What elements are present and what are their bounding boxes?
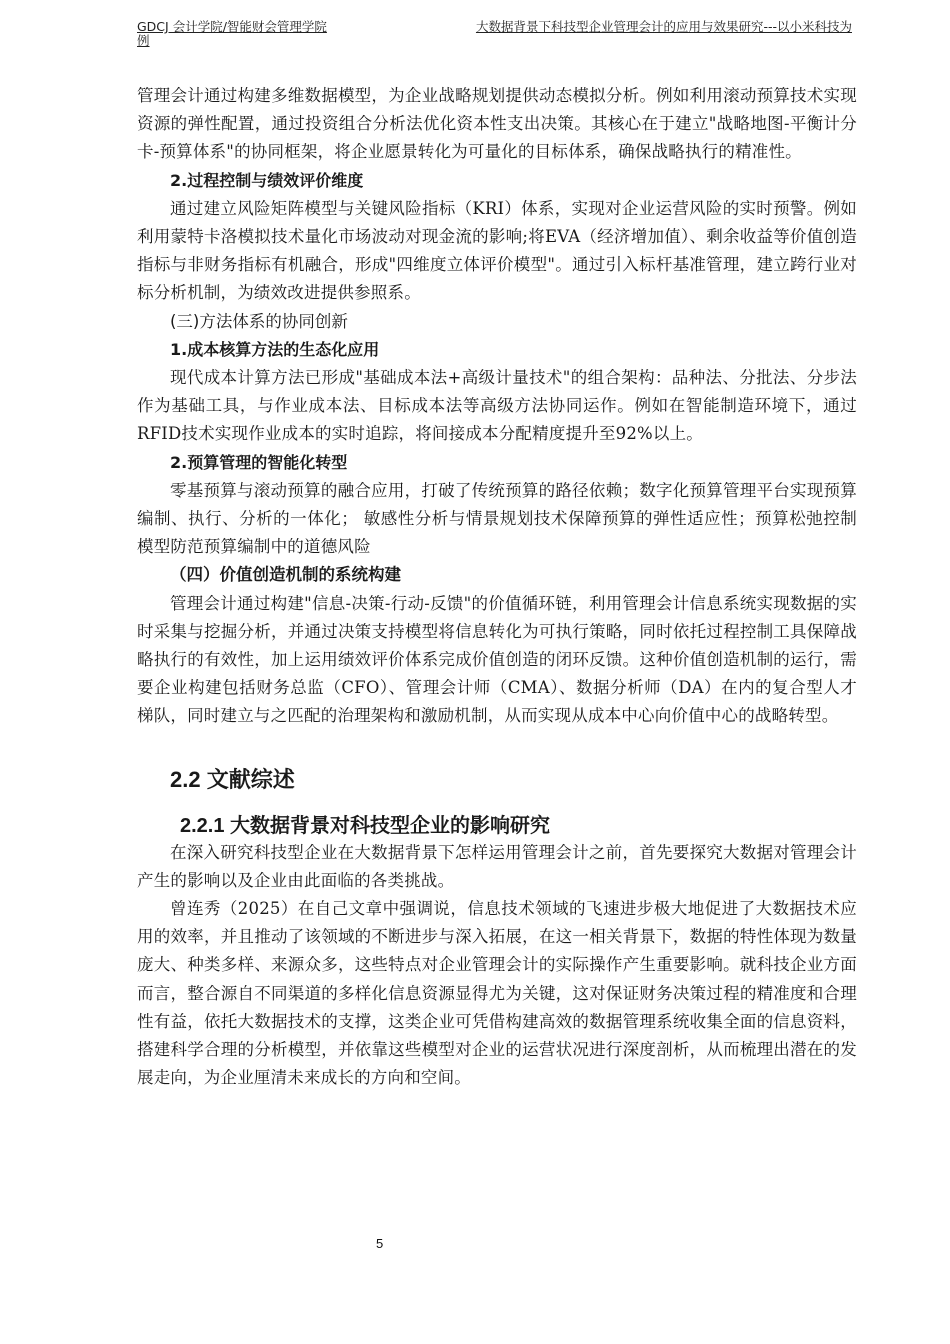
paragraph-zeng-lianxiu: 曾连秀（2025）在自己文章中强调说，信息技术领域的飞速进步极大地促进了大数据技术应用的效率，并且推动了该领域的不断进步与深入拓展，在这一相关背景下，数据的特性体现为数量庞大、种类多样、来源众多，这些特点对企业管理会计的实际操作产生重要影响。就科技企业方面而言，整合源自不同渠道的多样化信息资源显得尤为关键，这对保证财务决策过程的精准度和合理性有益，依托大数据技术的支撑，这类企业可凭借构建高效的数据管理系统收集全面的信息资料，搭建科学合理的分析模型，并依靠这些模型对企业的运营状况进行深度剖析，从而梳理出潜在的发展走向，为企业厘清未来成长的方向和空间。 — [137, 899, 857, 1088]
section-heading-methods: (三)方法体系的协同创新 — [170, 311, 348, 331]
heading-literature-review: 2.2 文献综述 — [170, 766, 295, 792]
page-body — [137, 82, 857, 1093]
spacer — [137, 731, 857, 765]
header-line — [137, 20, 852, 34]
paragraph-strategy: 管理会计通过构建多维数据模型，为企业战略规划提供动态模拟分析。例如利用滚动预算技术实现资源的弹性配置，通过投资组合分析法优化资本性支出决策。其核心在于建立"战略地图-平衡计分卡-预算体系"的协同框架，将企业愿景转化为可量化的目标体系，确保战略执行的精准性。 — [137, 86, 857, 162]
subheading-budget: 2.预算管理的智能化转型 — [170, 452, 348, 472]
paragraph-cost-methods: 现代成本计算方法已形成"基础成本法+高级计量技术"的组合架构：品种法、分批法、分步法作为基础工具，与作业成本法、目标成本法等高级方法协同运作。例如在智能制造环境下，通过RFID技术实现作业成本的实时追踪，将间接成本分配精度提升至92%以上。 — [137, 368, 857, 444]
paragraph-value-creation: 管理会计通过构建"信息-决策-行动-反馈"的价值循环链，利用管理会计信息系统实现数据的实时采集与挖掘分析，并通过决策支持模型将信息转化为可执行策略，同时依托过程控制工具保障战略执行的有效性，加上运用绩效评价体系完成价值创造的闭环反馈。这种价值创造机制的运行，需要企业构建包括财务总监（CFO）、管理会计师（CMA）、数据分析师（DA）在内的复合型人才梯队，同时建立与之匹配的治理架构和激励机制，从而实现从成本中心向价值中心的战略转型。 — [137, 593, 857, 726]
spacer — [137, 795, 857, 813]
subheading-cost-accounting: 1.成本核算方法的生态化应用 — [170, 339, 380, 359]
header-institution: GDCJ 会计学院/智能财会管理学院 — [137, 19, 327, 34]
page-header — [137, 20, 852, 48]
paragraph-intro: 在深入研究科技型企业在大数据背景下怎样运用管理会计之前，首先要探究大数据对管理会计产生的影响以及企业由此面临的各类挑战。 — [137, 842, 857, 890]
header-title-wrap: 例 — [137, 33, 150, 48]
header-thesis-title: 大数据背景下科技型企业管理会计的应用与效果研究---以小米科技为 — [475, 19, 852, 34]
heading-big-data-impact: 2.2.1 大数据背景对科技型企业的影响研究 — [180, 814, 551, 837]
subheading-process-control: 2.过程控制与绩效评价维度 — [170, 170, 364, 190]
paragraph-risk-control: 通过建立风险矩阵模型与关键风险指标（KRI）体系，实现对企业运营风险的实时预警。例如利用蒙特卡洛模拟技术量化市场波动对现金流的影响;将EVA（经济增加值）、剩余收益等价值创造指标与非财务指标有机融合，形成"四维度立体评价模型"。通过引入标杆基准管理，建立跨行业对标分析机制，为绩效改进提供参照系。 — [137, 198, 857, 303]
paragraph-budget: 零基预算与滚动预算的融合应用，打破了传统预算的路径依赖；数字化预算管理平台实现预算编制、执行、分析的一体化； 敏感性分析与情景规划技术保障预算的弹性适应性；预算松弛控制模型防范预算编制中的道德风险 — [137, 480, 857, 557]
section-heading-value-creation: （四）价值创造机制的系统构建 — [170, 565, 401, 585]
page-number: 5 — [376, 1236, 384, 1251]
